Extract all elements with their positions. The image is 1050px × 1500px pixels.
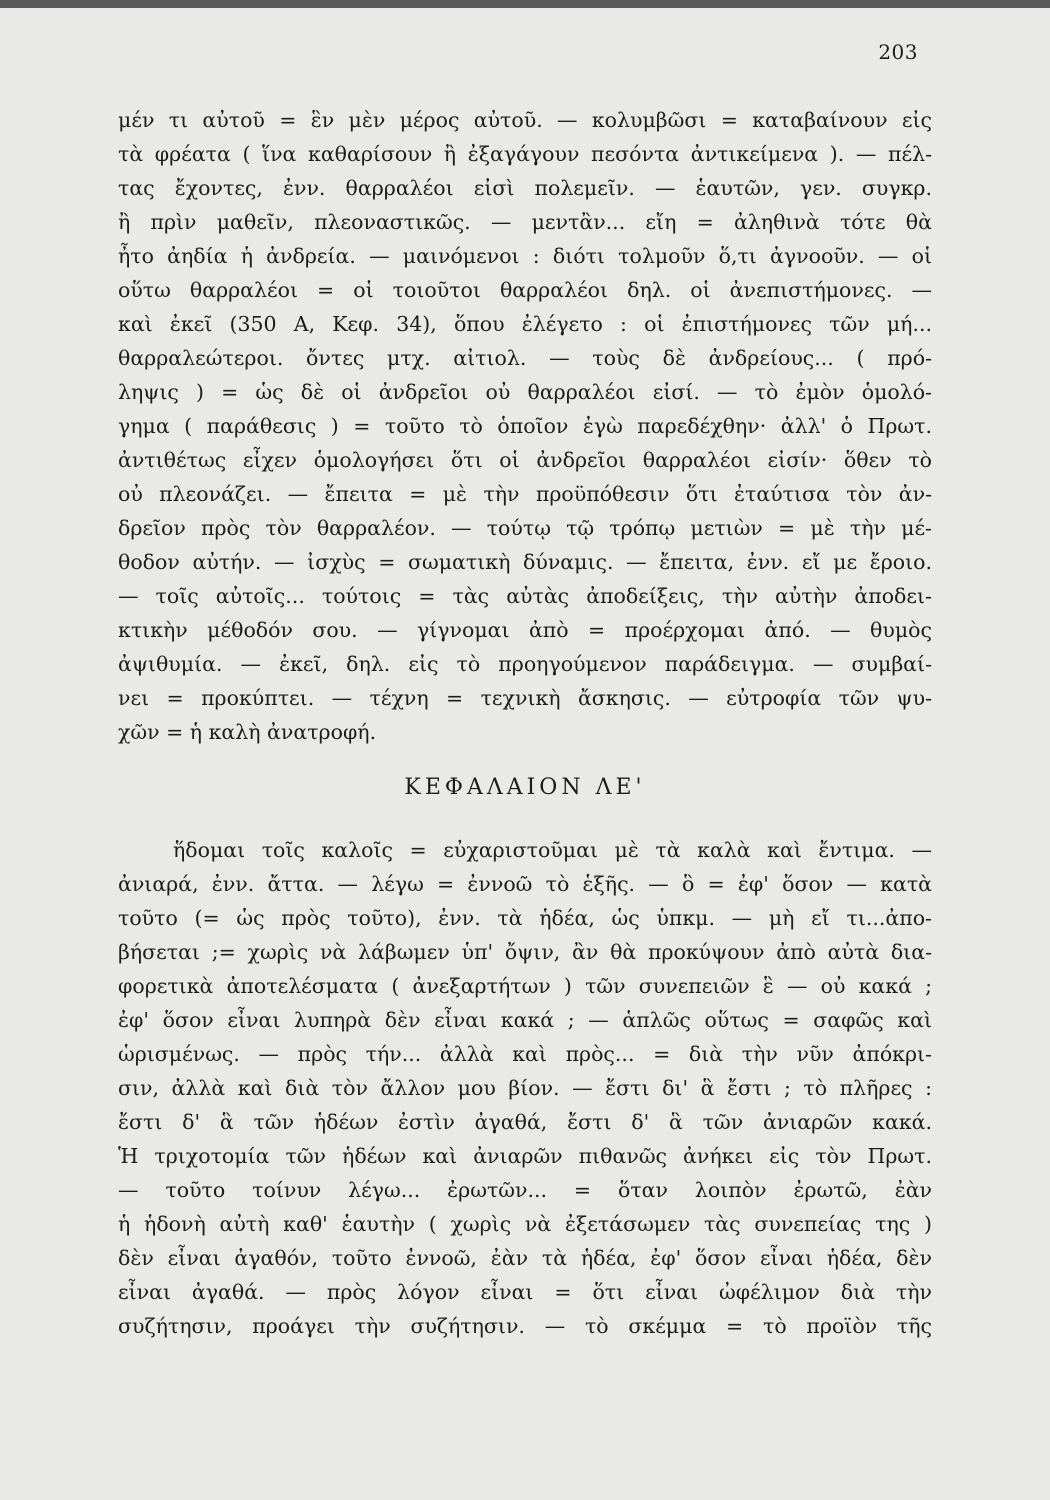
text-line: ἦτο ἀηδία ἡ ἀνδρεία. — μαινόμενοι : διότι τολμοῦν ὅ,τι ἀγνοοῦν. — οἱ bbox=[118, 244, 932, 268]
chapter-heading: ΚΕΦΑΛΑΙΟΝ ΛΕ' bbox=[404, 775, 646, 800]
text-line: — τοῦτο τοίνυν λέγω... ἐρωτῶν... = ὅταν λοιπὸν ἐρωτῶ, ἐὰν bbox=[118, 1178, 932, 1202]
text-line: οὐ πλεονάζει. — ἔπειτα = μὲ τὴν προϋπόθεσιν ὅτι ἐταύτισα τὸν ἀν- bbox=[118, 482, 932, 506]
text-line: τοῦτο (= ὡς πρὸς τοῦτο), ἐνν. τὰ ἡδέα, ὡς ὑπκμ. — μὴ εἴ τι...ἀπο- bbox=[118, 906, 932, 930]
text-line: ἡ ἡδονὴ αὐτὴ καθ' ἑαυτὴν ( χωρὶς νὰ ἐξετάσωμεν τὰς συνεπείας της ) bbox=[118, 1212, 932, 1236]
text-line: ἀνιαρά, ἐνν. ἄττα. — λέγω = ἐννοῶ τὸ ἑξῆς. — ὃ = ἐφ' ὅσον — κατὰ bbox=[118, 872, 932, 896]
text-line: σιν, ἀλλὰ καὶ διὰ τὸν ἄλλον μου βίον. — ἔστι δι' ἃ ἔστι ; τὸ πλῆρες : bbox=[118, 1076, 932, 1100]
text-line: Ἡ τριχοτομία τῶν ἡδέων καὶ ἀνιαρῶν πιθανῶς ἀνήκει εἰς τὸν Πρωτ. bbox=[118, 1144, 932, 1168]
text-line: μέν τι αὐτοῦ = ἓν μὲν μέρος αὐτοῦ. — κολυμβῶσι = καταβαίνουν εἰς bbox=[118, 108, 932, 132]
text-line: θοδον αὐτήν. — ἰσχὺς = σωματικὴ δύναμις. — ἔπειτα, ἐνν. εἴ με ἔροιο. bbox=[118, 550, 932, 574]
text-line: φορετικὰ ἀποτελέσματα ( ἀνεξαρτήτων ) τῶν συνεπειῶν ἓ — οὐ κακά ; bbox=[118, 974, 932, 998]
text-line: — τοῖς αὐτοῖς... τούτοις = τὰς αὐτὰς ἀποδείξεις, τὴν αὐτὴν ἀποδει- bbox=[118, 584, 932, 608]
text-line: δρεῖον πρὸς τὸν θαρραλέον. — τούτῳ τῷ τρόπῳ μετιὼν = μὲ τὴν μέ- bbox=[118, 516, 932, 540]
text-line: καὶ ἐκεῖ (350 Α, Κεφ. 34), ὅπου ἐλέγετο : οἱ ἐπιστήμονες τῶν μή... bbox=[118, 312, 932, 336]
text-line: ἀψιθυμία. — ἐκεῖ, δηλ. εἰς τὸ προηγούμενον παράδειγμα. — συμβαί- bbox=[118, 652, 932, 676]
text-line: θαρραλεώτεροι. ὄντες μτχ. αἰτιολ. — τοὺς δὲ ἀνδρείους... ( πρό- bbox=[118, 346, 932, 370]
text-line: συζήτησιν, προάγει τὴν συζήτησιν. — τὸ σκέμμα = τὸ προϊὸν τῆς bbox=[118, 1314, 932, 1338]
page-top-edge bbox=[0, 0, 1050, 8]
text-line: ἢ πρὶν μαθεῖν, πλεοναστικῶς. — μεντἂν... εἴη = ἀληθινὰ τότε θὰ bbox=[118, 210, 932, 234]
text-line: γημα ( παράθεσις ) = τοῦτο τὸ ὁποῖον ἐγὼ παρεδέχθην· ἀλλ' ὁ Πρωτ. bbox=[118, 414, 932, 438]
text-line: ὡρισμένως. — πρὸς τήν... ἀλλὰ καὶ πρὸς... = διὰ τὴν νῦν ἀπόκρι- bbox=[118, 1042, 932, 1066]
text-line: τὰ φρέατα ( ἵνα καθαρίσουν ἢ ἐξαγάγουν πεσόντα ἀντικείμενα ). — πέλ- bbox=[118, 142, 932, 166]
commentary-paragraph-1 bbox=[118, 103, 932, 749]
text-line: ληψις ) = ὡς δὲ οἱ ἀνδρεῖοι οὐ θαρραλέοι εἰσί. — τὸ ἐμὸν ὁμολό- bbox=[118, 380, 932, 404]
text-line: κτικὴν μέθοδόν σου. — γίγνομαι ἀπὸ = προέρχομαι ἀπό. — θυμὸς bbox=[118, 618, 932, 642]
text-line: δὲν εἶναι ἀγαθόν, τοῦτο ἐννοῶ, ἐὰν τὰ ἡδέα, ἐφ' ὅσον εἶναι ἡδέα, δὲν bbox=[118, 1246, 932, 1270]
text-line: νει = προκύπτει. — τέχνη = τεχνικὴ ἄσκησις. — εὐτροφία τῶν ψυ- bbox=[118, 686, 932, 710]
text-line: ἔστι δ' ἃ τῶν ἡδέων ἐστὶν ἀγαθά, ἔστι δ' ἃ τῶν ἀνιαρῶν κακά. bbox=[118, 1110, 932, 1134]
commentary-paragraph-2 bbox=[118, 833, 932, 1343]
page-number: 203 bbox=[878, 40, 918, 64]
text-line: ἥδομαι τοῖς καλοῖς = εὐχαριστοῦμαι μὲ τὰ καλὰ καὶ ἔντιμα. — bbox=[173, 838, 932, 862]
text-line: εἶναι ἀγαθά. — πρὸς λόγον εἶναι = ὅτι εἶναι ὠφέλιμον διὰ τὴν bbox=[118, 1280, 932, 1304]
text-line: βήσεται ;= χωρὶς νὰ λάβωμεν ὑπ' ὄψιν, ἂν θὰ προκύψουν ἀπὸ αὐτὰ δια- bbox=[118, 940, 932, 964]
text-line: τας ἔχοντες, ἐνν. θαρραλέοι εἰσὶ πολεμεῖν. — ἑαυτῶν, γεν. συγκρ. bbox=[118, 176, 932, 200]
text-line: χῶν = ἡ καλὴ ἀνατροφή. bbox=[118, 720, 377, 744]
text-line: ἀντιθέτως εἶχεν ὁμολογήσει ὅτι οἱ ἀνδρεῖοι θαρραλέοι εἰσίν· ὅθεν τὸ bbox=[118, 448, 932, 472]
text-line: ἐφ' ὅσον εἶναι λυπηρὰ δὲν εἶναι κακά ; — ἁπλῶς οὕτως = σαφῶς καὶ bbox=[118, 1008, 932, 1032]
text-line: οὕτω θαρραλέοι = οἱ τοιοῦτοι θαρραλέοι δηλ. οἱ ἀνεπιστήμονες. — bbox=[118, 278, 932, 302]
